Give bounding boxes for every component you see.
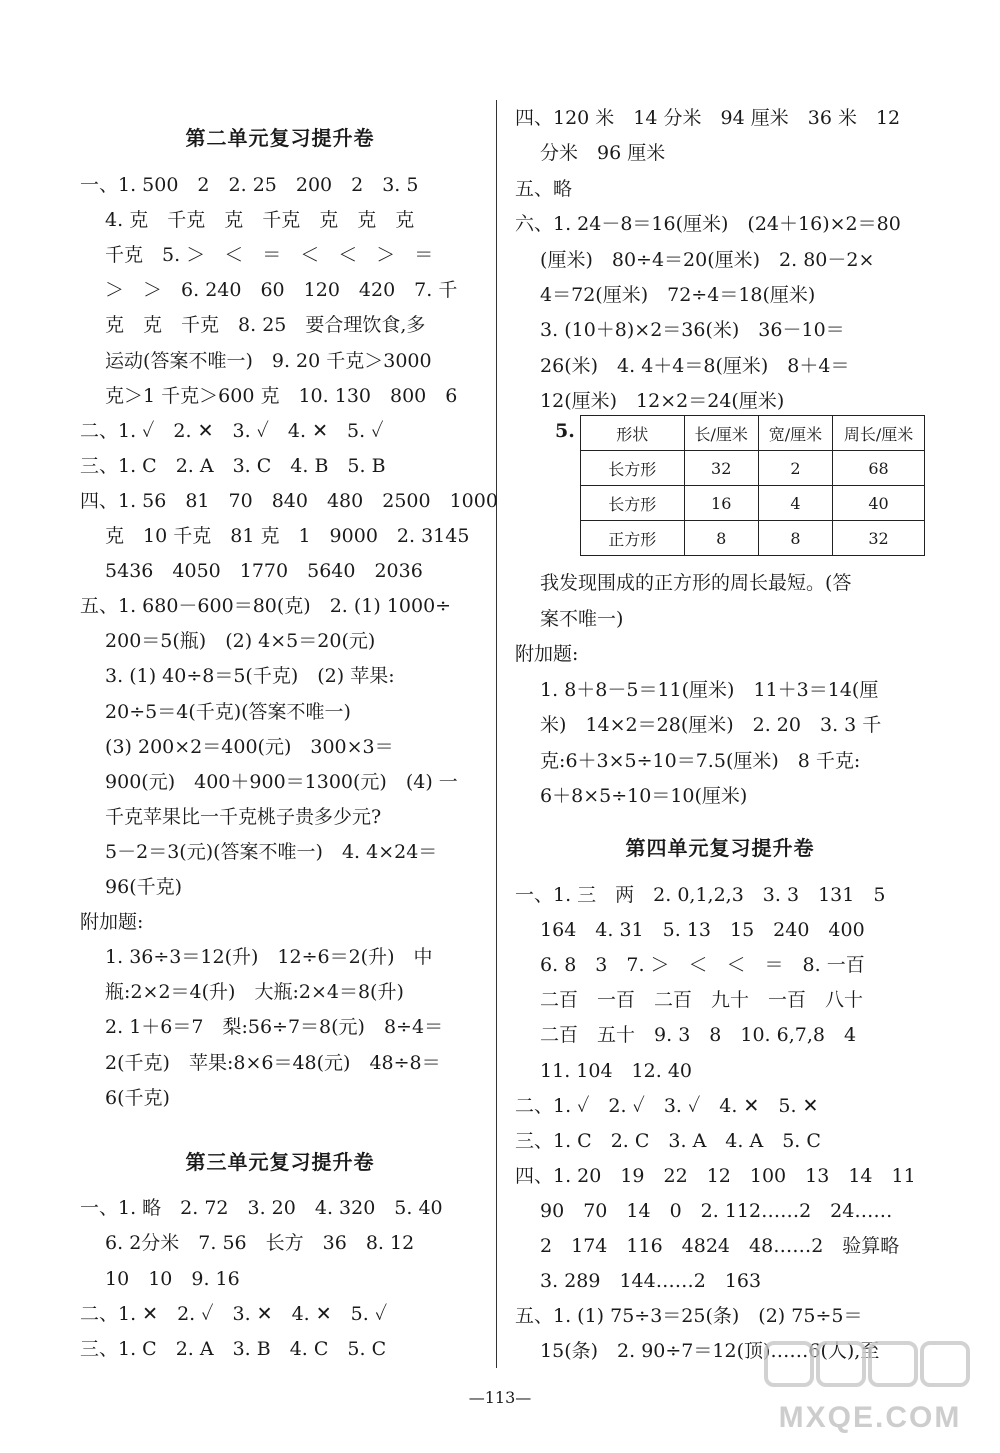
table-cell: 长方形 bbox=[581, 486, 685, 521]
answer-line: 克＞1 千克＞600 克 10. 130 800 6 bbox=[80, 384, 458, 407]
answer-line: 二百 五十 9. 3 8 10. 6,7,8 4 bbox=[515, 1024, 857, 1047]
answer-line: 五、略 bbox=[515, 177, 573, 200]
answer-line: 三、1. C 2. A 3. B 4. C 5. C bbox=[80, 1338, 387, 1361]
answer-line: 4. 克 千克 克 千克 克 克 克 bbox=[80, 209, 415, 232]
answer-line: 10 10 9. 16 bbox=[80, 1267, 240, 1290]
table-cell: 40 bbox=[833, 486, 925, 521]
answer-line: 六、1. 24－8＝16(厘米) (24＋16)×2＝80 bbox=[515, 213, 901, 236]
answer-line: (3) 200×2＝400(元) 300×3＝ bbox=[80, 735, 394, 758]
answer-line: 五、1. 680－600＝80(克) 2. (1) 1000÷ bbox=[80, 595, 452, 618]
answer-line: 附加题: bbox=[80, 911, 144, 934]
answer-line: 3. (10＋8)×2＝36(米) 36－10＝ bbox=[515, 319, 845, 342]
answer-line: 12(厘米) 12×2＝24(厘米) bbox=[515, 390, 785, 413]
table-row bbox=[581, 486, 925, 521]
column-divider bbox=[496, 100, 497, 1368]
table-header: 周长/厘米 bbox=[833, 416, 925, 451]
table-cell: 8 bbox=[684, 521, 758, 556]
answer-line: 3. (1) 40÷8＝5(千克) (2) 苹果: bbox=[80, 665, 395, 688]
answer-line: 附加题: bbox=[515, 643, 579, 665]
answer-line: 四、1. 56 81 70 840 480 2500 1000 bbox=[80, 489, 498, 512]
unit4-title: 第四单元复习提升卷 bbox=[625, 836, 815, 860]
table-cell: 2 bbox=[758, 451, 832, 486]
answer-line: 20÷5＝4(千克)(答案不唯一) bbox=[80, 700, 351, 723]
table-cell: 4 bbox=[758, 486, 832, 521]
watermark-text: MXQE.COM bbox=[778, 1401, 962, 1434]
table-row bbox=[581, 451, 925, 486]
answer-line: 6. 8 3 7. ＞ ＜ ＜ ＝ 8. 一百 bbox=[515, 954, 865, 977]
answer-line: 二、1. ✓ 2. ✕ 3. ✓ 4. ✕ 5. ✓ bbox=[80, 419, 384, 442]
answer-line: 米) 14×2＝28(厘米) 2. 20 3. 3 千 bbox=[515, 714, 882, 736]
answer-line: 3. 289 144……2 163 bbox=[515, 1270, 762, 1293]
table-cell: 正方形 bbox=[581, 521, 685, 556]
answer-line: 11. 104 12. 40 bbox=[515, 1059, 692, 1082]
answer-line: 2(千克) 苹果:8×6＝48(元) 48÷8＝ bbox=[80, 1051, 441, 1074]
results-table bbox=[580, 415, 925, 556]
table-cell: 68 bbox=[833, 451, 925, 486]
table-row bbox=[581, 521, 925, 556]
answer-line: 90 70 14 0 2. 112……2 24…… bbox=[515, 1199, 893, 1222]
answer-line: 运动(答案不唯一) 9. 20 千克＞3000 bbox=[80, 349, 432, 372]
answer-line: 克 10 千克 81 克 1 9000 2. 3145 bbox=[80, 525, 470, 547]
answer-line: 15(条) 2. 90÷7＝12(顶)……6(人),至 bbox=[515, 1340, 880, 1363]
answer-line: 2 174 116 4824 48……2 验算略 bbox=[515, 1235, 900, 1257]
answer-line: 四、1. 20 19 22 12 100 13 14 11 bbox=[515, 1164, 916, 1187]
answer-line: 2. 1＋6＝7 梨:56÷7＝8(元) 8÷4＝ bbox=[80, 1016, 444, 1039]
answer-line: (厘米) 80÷4＝20(厘米) 2. 80－2× bbox=[515, 248, 875, 271]
answer-line: 26(米) 4. 4＋4＝8(厘米) 8＋4＝ bbox=[515, 354, 850, 377]
answer-line: 200＝5(瓶) (2) 4×5＝20(元) bbox=[80, 630, 376, 653]
answer-line: 1. 36÷3＝12(升) 12÷6＝2(升) 中 bbox=[80, 946, 433, 969]
table-cell: 32 bbox=[833, 521, 925, 556]
question-5-label: 5. bbox=[555, 420, 575, 442]
answer-line: 克 克 千克 8. 25 要合理饮食,多 bbox=[80, 314, 426, 337]
answer-line: 4＝72(厘米) 72÷4＝18(厘米) bbox=[515, 284, 816, 306]
answer-line: 6(千克) bbox=[80, 1086, 170, 1109]
answer-line: 五、1. (1) 75÷3＝25(条) (2) 75÷5＝ bbox=[515, 1305, 863, 1328]
table-header: 长/厘米 bbox=[684, 416, 758, 451]
answer-line: 二、1. ✓ 2. ✓ 3. ✓ 4. ✕ 5. ✕ bbox=[515, 1094, 819, 1117]
answer-line: 我发现围成的正方形的周长最短。(答 bbox=[515, 572, 852, 594]
table-cell: 32 bbox=[684, 451, 758, 486]
answer-line: 千克 5. ＞ ＜ ＝ ＜ ＜ ＞ ＝ bbox=[80, 244, 434, 267]
answer-line: 6＋8×5÷10＝10(厘米) bbox=[515, 785, 748, 807]
answer-line: 164 4. 31 5. 13 15 240 400 bbox=[515, 919, 865, 942]
unit3-title: 第三单元复习提升卷 bbox=[185, 1150, 375, 1174]
answer-line: 一、1. 三 两 2. 0,1,2,3 3. 3 131 5 bbox=[515, 884, 886, 906]
table-cell: 16 bbox=[684, 486, 758, 521]
answer-line: 5436 4050 1770 5640 2036 bbox=[80, 560, 423, 583]
answer-line: 1. 8＋8－5＝11(厘米) 11＋3＝14(厘 bbox=[515, 678, 879, 701]
answer-line: 四、120 米 14 分米 94 厘米 36 米 12 bbox=[515, 107, 901, 129]
table-header: 形状 bbox=[581, 416, 685, 451]
answer-line: 三、1. C 2. A 3. C 4. B 5. B bbox=[80, 454, 386, 477]
answer-line: 二百 一百 二百 九十 一百 八十 bbox=[515, 989, 864, 1012]
answer-line: ＞ ＞ 6. 240 60 120 420 7. 千 bbox=[80, 279, 458, 302]
answer-line: 6. 2分米 7. 56 长方 36 8. 12 bbox=[80, 1232, 415, 1255]
answer-line: 案不唯一) bbox=[515, 607, 624, 630]
answer-line: 900(元) 400＋900＝1300(元) (4) 一 bbox=[80, 770, 458, 793]
answer-line: 一、1. 略 2. 72 3. 20 4. 320 5. 40 bbox=[80, 1197, 443, 1219]
answer-line: 分米 96 厘米 bbox=[515, 142, 666, 165]
unit2-title: 第二单元复习提升卷 bbox=[185, 126, 375, 150]
answer-line: 三、1. C 2. C 3. A 4. A 5. C bbox=[515, 1129, 821, 1152]
table-cell: 8 bbox=[758, 521, 832, 556]
answer-line: 一、1. 500 2 2. 25 200 2 3. 5 bbox=[80, 174, 419, 196]
page-number: —113— bbox=[468, 1388, 532, 1407]
answer-line: 二、1. ✕ 2. ✓ 3. ✕ 4. ✕ 5. ✓ bbox=[80, 1302, 388, 1325]
answer-line: 千克苹果比一千克桃子贵多少元? bbox=[80, 805, 382, 828]
answer-line: 克:6＋3×5÷10＝7.5(厘米) 8 千克: bbox=[515, 749, 861, 772]
answer-line: 瓶:2×2＝4(升) 大瓶:2×4＝8(升) bbox=[80, 981, 404, 1004]
table-cell: 长方形 bbox=[581, 451, 685, 486]
table-header-row bbox=[581, 416, 925, 451]
table-header: 宽/厘米 bbox=[758, 416, 832, 451]
answer-line: 5－2＝3(元)(答案不唯一) 4. 4×24＝ bbox=[80, 840, 438, 863]
watermark-logo bbox=[760, 1335, 980, 1445]
answer-line: 96(千克) bbox=[80, 876, 183, 898]
